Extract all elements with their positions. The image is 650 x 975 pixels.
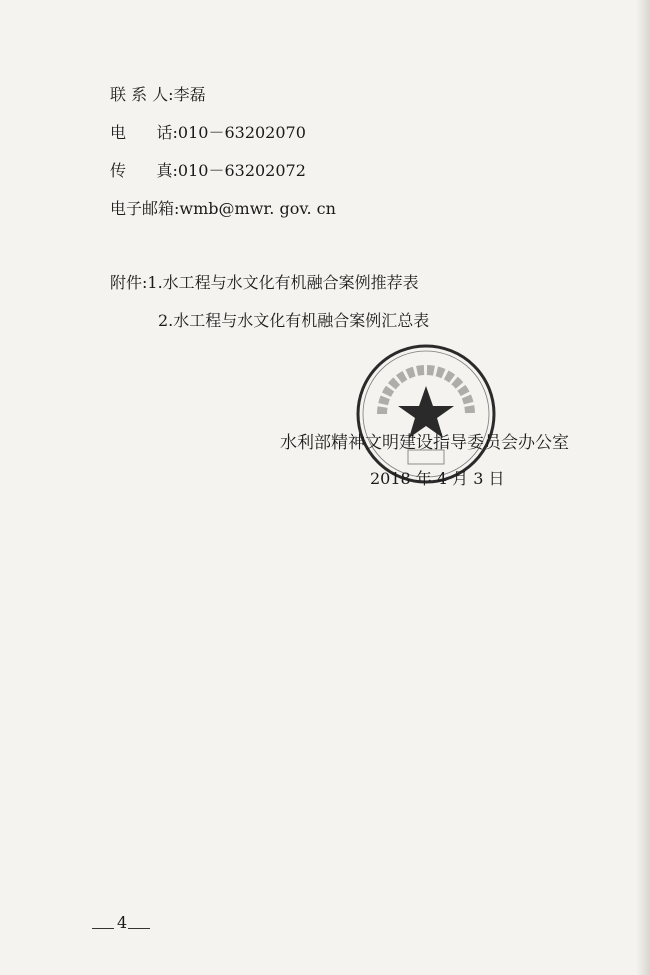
footer-dash-left	[92, 928, 114, 929]
contact-email-label: 电子邮箱:	[110, 199, 180, 218]
footer-dash-right	[128, 928, 150, 929]
attachment-prefix: 附件:	[110, 273, 148, 292]
signature-date-text: 2018 年 4 月 3 日	[370, 469, 505, 488]
attachment-2	[158, 308, 429, 331]
attachment-item-2: 2.水工程与水文化有机融合案例汇总表	[158, 311, 430, 330]
signature-org	[280, 428, 569, 453]
contact-fax	[110, 158, 306, 181]
contact-phone-value: 010－63202070	[177, 123, 306, 142]
contact-fax-value: 010－63202072	[177, 161, 306, 180]
attachment-1	[110, 270, 419, 293]
signature-date	[370, 466, 505, 489]
page-edge-shadow	[636, 0, 650, 975]
bleed-through-text	[150, 52, 167, 73]
contact-person-value: 李磊	[173, 85, 206, 104]
signature-org-text: 水利部精神文明建设指导委员会办公室	[280, 433, 569, 453]
contact-person-label: 联 系 人:	[110, 85, 174, 104]
page-number: 4	[117, 913, 128, 932]
contact-fax-label: 传 真:	[110, 161, 178, 180]
contact-phone-label: 电 话:	[110, 123, 178, 142]
attachment-item-1: 1.水工程与水文化有机融合案例推荐表	[147, 273, 419, 292]
contact-email	[110, 196, 336, 219]
contact-email-value: wmb@mwr. gov. cn	[179, 199, 336, 218]
contact-phone	[110, 120, 306, 143]
contact-person	[110, 82, 206, 105]
